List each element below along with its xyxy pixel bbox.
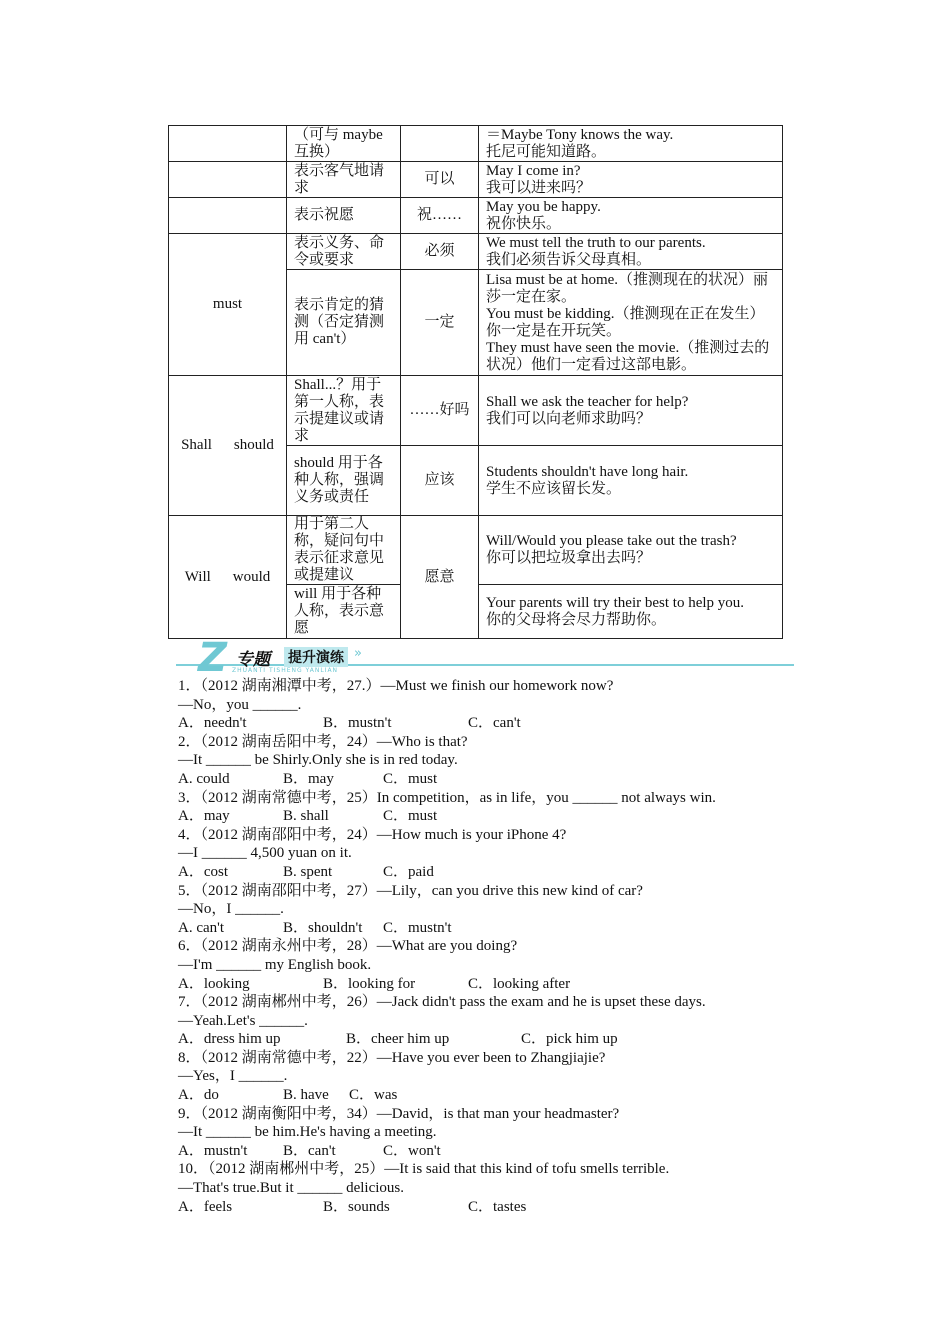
example-cell: Students shouldn't have long hair. 学生不应该留长发。 xyxy=(479,446,783,516)
verb-should: should xyxy=(233,437,274,453)
question-reply: —I'm ______ my English book. xyxy=(178,956,372,973)
question-options xyxy=(178,1198,798,1217)
option-b[interactable]: B. spent xyxy=(283,863,333,880)
question-stem: 9．（2012 湖南衡阳中考，34）—David，is that man your headmaster? xyxy=(178,1105,620,1122)
verb-cell-will-would xyxy=(169,516,287,639)
modal-verb-table xyxy=(168,125,783,639)
question-options xyxy=(178,975,798,994)
question-reply: —No，you ______. xyxy=(178,696,302,713)
usage-cell: 表示祝愿 xyxy=(287,198,401,234)
verb-cell xyxy=(169,162,287,198)
option-b[interactable]: B. shall xyxy=(283,808,329,825)
option-c[interactable]: C．pick him up xyxy=(521,1031,618,1048)
question-stem: 10．（2012 湖南郴州中考，25）—It is said that this kind of tofu smells terrible. xyxy=(178,1161,670,1178)
option-a[interactable]: A．cost xyxy=(178,863,228,880)
question-stem: 2．（2012 湖南岳阳中考，24）—Who is that? xyxy=(178,733,468,750)
option-a[interactable]: A．may xyxy=(178,808,230,825)
question-reply: —That's true.But it ______ delicious. xyxy=(178,1180,405,1197)
example-cell: Shall we ask the teacher for help? 我们可以向老师求助吗？ xyxy=(479,376,783,446)
verb-shall: Shall xyxy=(181,437,212,453)
example-cell: Will/Would you please take out the trash? 你可以把垃圾拿出去吗？ xyxy=(479,516,783,585)
option-b[interactable]: B．cheer him up xyxy=(346,1031,450,1048)
meaning-cell: 一定 xyxy=(401,270,479,376)
verb-would: would xyxy=(232,568,271,585)
question-reply: —I ______ 4,500 yuan on it. xyxy=(178,845,352,862)
question-stem: 3．（2012 湖南常德中考，25）In competition，as in life，you ______ not always win. xyxy=(178,789,716,806)
option-c[interactable]: C．was xyxy=(349,1087,398,1104)
usage-cell: will 用于各种人称，表示意愿 xyxy=(287,585,401,639)
example-cell: We must tell the truth to our parents. 我们必须告诉父母真相。 xyxy=(479,234,783,270)
question-options xyxy=(178,1086,798,1105)
question-options xyxy=(178,1142,798,1161)
question-reply: —Yes，I ______. xyxy=(178,1068,288,1085)
option-b[interactable]: B．looking for xyxy=(323,975,416,992)
option-b[interactable]: B．mustn't xyxy=(323,715,392,732)
usage-cell: Shall...？用于第一人称，表示提建议或请求 xyxy=(287,376,401,446)
question-stem: 8．（2012 湖南常德中考，22）—Have you ever been to Zhangjiajie? xyxy=(178,1049,606,1066)
verb-will: Will xyxy=(184,568,211,585)
usage-cell: 表示客气地请求 xyxy=(287,162,401,198)
z-logo-icon: Z xyxy=(198,635,228,681)
option-c[interactable]: C．paid xyxy=(383,863,434,880)
meaning-cell: 必须 xyxy=(401,234,479,270)
verb-cell-shall-should xyxy=(169,376,287,516)
usage-cell: 表示义务、命令或要求 xyxy=(287,234,401,270)
verb-cell xyxy=(169,126,287,162)
example-cell: May you be happy. 祝你快乐。 xyxy=(479,198,783,234)
option-a[interactable]: A. can't xyxy=(178,919,225,936)
meaning-cell: 应该 xyxy=(401,446,479,516)
usage-cell: 用于第二人称，疑问句中表示征求意见或提建议 xyxy=(287,516,401,585)
question-stem: 1．（2012 湖南湘潭中考，27.）—Must we finish our homework now? xyxy=(178,678,614,694)
option-a[interactable]: A．feels xyxy=(178,1198,233,1215)
question-options xyxy=(178,919,798,938)
question-options xyxy=(178,1030,798,1049)
question-stem: 5．（2012 湖南邵阳中考，27）—Lily，can you drive this new kind of car? xyxy=(178,882,643,899)
question-options xyxy=(178,770,798,789)
meaning-cell: 愿意 xyxy=(401,516,479,639)
banner-title-practice: 提升演练 xyxy=(284,647,348,667)
option-b[interactable]: B．may xyxy=(283,770,334,787)
table-row xyxy=(169,162,783,198)
question-options xyxy=(178,807,798,826)
option-c[interactable]: C．mustn't xyxy=(383,919,452,936)
section-banner xyxy=(176,636,794,680)
option-a[interactable]: A．needn't xyxy=(178,715,247,732)
table-row xyxy=(169,234,783,270)
table-row xyxy=(169,198,783,234)
option-b[interactable]: B. have xyxy=(283,1087,329,1104)
table-row xyxy=(169,376,783,446)
usage-cell: （可与 maybe 互换） xyxy=(287,126,401,162)
option-c[interactable]: C．won't xyxy=(383,1142,441,1159)
banner-title-topic: 专题 xyxy=(236,650,270,670)
question-stem: 7．（2012 湖南郴州中考，26）—Jack didn't pass the exam and he is upset these days. xyxy=(178,994,706,1011)
meaning-cell: 祝…… xyxy=(401,198,479,234)
question-reply: —No，I ______. xyxy=(178,901,284,918)
verb-cell xyxy=(169,198,287,234)
question-reply: —It ______ be him.He's having a meeting. xyxy=(178,1124,437,1141)
option-b[interactable]: B．sounds xyxy=(323,1198,390,1215)
question-options xyxy=(178,714,798,733)
double-chevron-icon: » xyxy=(354,646,362,661)
option-b[interactable]: B．shouldn't xyxy=(283,919,363,936)
option-a[interactable]: A．do xyxy=(178,1087,219,1104)
usage-cell: should 用于各种人称，强调义务或责任 xyxy=(287,446,401,516)
example-cell: May I come in? 我可以进来吗？ xyxy=(479,162,783,198)
table-row xyxy=(169,516,783,585)
exercise-list xyxy=(178,677,798,1216)
question-reply: —Yeah.Let's ______. xyxy=(178,1012,308,1029)
option-c[interactable]: C．must xyxy=(383,770,438,787)
option-c[interactable]: C．tastes xyxy=(468,1198,527,1215)
example-cell: Lisa must be at home.（推测现在的状况）丽莎一定在家。 You must be kidding.（推测现在正在发生）你一定是在开玩笑。 They must have seen the movie.（推测过去的状况）他们一定看过这部电影。 xyxy=(479,270,783,376)
banner-subtitle: ZHUANTI TISHENG YANLIAN xyxy=(232,667,339,674)
meaning-cell: ……好吗 xyxy=(401,376,479,446)
option-a[interactable]: A．dress him up xyxy=(178,1031,281,1048)
option-c[interactable]: C．must xyxy=(383,808,438,825)
question-stem: 6．（2012 湖南永州中考，28）—What are you doing? xyxy=(178,938,518,955)
table-row xyxy=(169,126,783,162)
option-a[interactable]: A．mustn't xyxy=(178,1142,248,1159)
option-a[interactable]: A．looking xyxy=(178,975,250,992)
option-b[interactable]: B．can't xyxy=(283,1142,336,1159)
option-c[interactable]: C．looking after xyxy=(468,975,571,992)
example-cell: ＝Maybe Tony knows the way. 托尼可能知道路。 xyxy=(479,126,783,162)
option-a[interactable]: A. could xyxy=(178,770,230,787)
meaning-cell xyxy=(401,126,479,162)
question-stem: 4．（2012 湖南邵阳中考，24）—How much is your iPhone 4? xyxy=(178,826,567,843)
option-c[interactable]: C．can't xyxy=(468,715,521,732)
example-cell: Your parents will try their best to help you. 你的父母将会尽力帮助你。 xyxy=(479,585,783,639)
usage-cell: 表示肯定的猜测（否定猜测用 can't） xyxy=(287,270,401,376)
meaning-cell: 可以 xyxy=(401,162,479,198)
verb-cell-must: must xyxy=(169,234,287,376)
question-reply: —It ______ be Shirly.Only she is in red today. xyxy=(178,752,458,769)
question-options xyxy=(178,863,798,882)
